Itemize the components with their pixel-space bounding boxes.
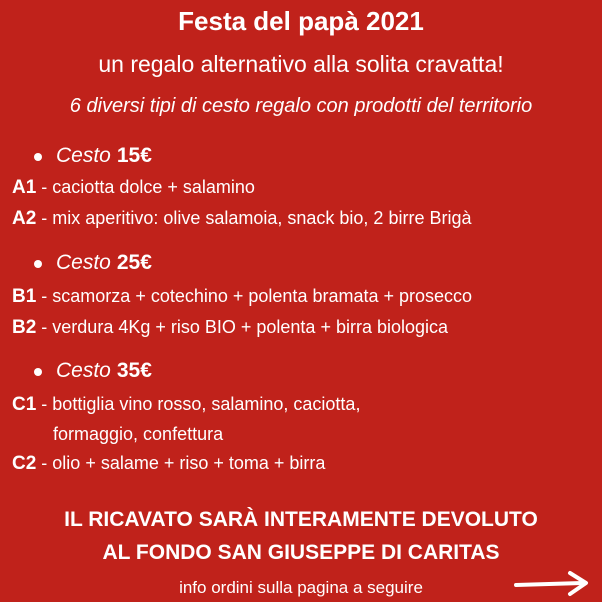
cesto-heading [0, 142, 602, 170]
list-item [0, 172, 602, 203]
cesto-heading-text [56, 249, 152, 277]
item-code: C1 [12, 394, 37, 415]
cesto-label: Cesto [56, 359, 111, 382]
cesto-section-35 [0, 357, 602, 479]
item-code: A2 [12, 208, 37, 229]
subtitle: un regalo alternativo alla solita cravatta! [98, 51, 504, 77]
cesto-price: 35€ [116, 359, 152, 382]
list-item [0, 281, 602, 312]
footer-line-2: AL FONDO SAN GIUSEPPE DI CARITAS [102, 541, 500, 564]
list-item [0, 389, 602, 420]
cesto-label: Cesto [56, 251, 111, 274]
cesto-heading [0, 357, 602, 385]
bullet-icon [34, 260, 42, 268]
item-code: A1 [12, 177, 37, 198]
item-text: - verdura 4Kg + riso BIO + polenta + birra biologica [36, 317, 449, 337]
item-code: C2 [12, 453, 37, 474]
cesto-price: 15€ [116, 144, 152, 167]
tagline: 6 diversi tipi di cesto regalo con prodotti del territorio [69, 95, 533, 117]
info-text: info ordini sulla pagina a seguire [179, 578, 423, 597]
item-text: - caciotta dolce + salamino [36, 177, 255, 197]
cesto-heading-text [56, 357, 152, 385]
item-code: B1 [12, 286, 37, 307]
item-text: - olio + salame + riso + toma + birra [36, 453, 326, 473]
cesto-section-25 [0, 249, 602, 343]
item-text: - mix aperitivo: olive salamoia, snack bio, 2 birre Brigà [36, 208, 472, 228]
cesto-label: Cesto [56, 144, 111, 167]
item-text: - bottiglia vino rosso, salamino, caciotta, [36, 394, 361, 414]
arrow-right-icon [512, 568, 594, 598]
bullet-icon [34, 368, 42, 376]
bullet-icon [34, 153, 42, 161]
footer-line-1: IL RICAVATO SARÀ INTERAMENTE DEVOLUTO [64, 508, 538, 531]
cesto-heading-text [56, 142, 152, 170]
cesto-heading [0, 249, 602, 277]
page-title: Festa del papà 2021 [178, 6, 424, 36]
cesto-section-15 [0, 142, 602, 234]
item-text: - scamorza + cotechino + polenta bramata + prosecco [36, 286, 473, 306]
list-item [0, 203, 602, 234]
list-item [0, 312, 602, 343]
list-item-continuation: formaggio, confettura [53, 424, 224, 444]
item-code: B2 [12, 317, 37, 338]
cesto-price: 25€ [116, 251, 152, 274]
list-item [0, 448, 602, 479]
